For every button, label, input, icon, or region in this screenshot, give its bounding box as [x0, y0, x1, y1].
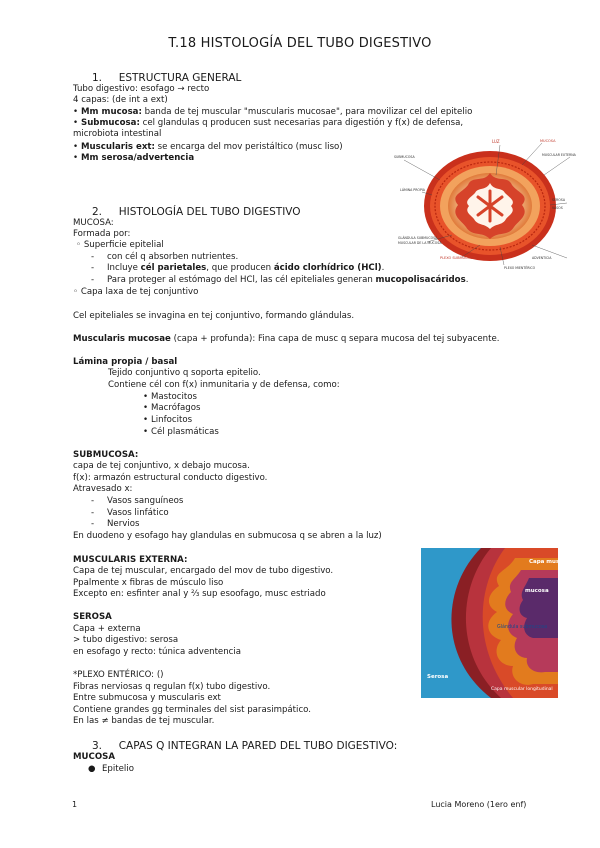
mucosa-dash-2-d: ácido clorhídrico (HCl) [273, 263, 382, 273]
muscularis-mucosae [73, 334, 500, 345]
section-3-heading: 3. CAPAS Q INTEGRAN LA PARED DEL TUBO DIGESTIVO: [92, 740, 398, 752]
cell-item: • Cél plasmáticas [143, 427, 219, 437]
fig2-label-serosa: Serosa [427, 674, 449, 680]
plexo-line-1: Fibras nerviosas q regulan f(x) tubo digestivo. [73, 682, 271, 692]
fig2-label-glandula-submucosa: Glándula submucosa [497, 625, 548, 630]
submucosa-line-3: Atravesado x: [73, 484, 133, 494]
submucosa-dash-3: - Nervios [91, 519, 140, 529]
s1-bullet-3-text: se encarga del mov peristáltico (musc liso) [154, 142, 343, 152]
fig1-label-muscular-mucosa: MUSCULAR DE LA MUCOSA [398, 241, 442, 245]
mucosa-dash-2-c: , que producen [206, 263, 274, 273]
mucosa-label: MUCOSA: [73, 218, 114, 228]
submucosa-line-2: f(x): armazón estructural conducto digestivo. [73, 473, 268, 483]
author: Lucia Moreno (1ero enf) [431, 800, 527, 809]
cel-epiteliales: Cel epiteliales se invagina en tej conjuntivo, formando glándulas. [73, 311, 355, 321]
mucosa-dash-3-a: Para proteger al estómago del HCl, las cél epiteliales generan [107, 275, 376, 285]
s1-bullet-4-term: Mm serosa/advertencia [81, 153, 195, 163]
cell-item: • Linfocitos [143, 415, 193, 425]
muscularis-mucosae-term: Muscularis mucosae [73, 334, 171, 344]
fig2-label-capa-muscular-longitudinal: Capa muscular longitudinal [491, 687, 553, 692]
muscularis-externa-heading: MUSCULARIS EXTERNA: [73, 555, 188, 565]
serosa-line-3: en esofago y recto: túnica adventencia [73, 647, 242, 657]
s1-bullet-2-cont: microbiota intestinal [73, 129, 162, 139]
fig1-label-serosa: SEROSA [552, 198, 566, 202]
mucosa-dash-2-e: . [381, 263, 385, 273]
serosa-heading: SEROSA [73, 612, 112, 622]
s1-bullet-1-text: banda de tej muscular "muscularis mucosae", para movilizar cel del epitelio [141, 107, 473, 117]
fig1-label-mucosa: MUCOSA [540, 139, 556, 143]
fig1-label-luz: LUZ [492, 139, 500, 144]
digestive-tube-cross-section-figure [392, 135, 588, 273]
s3-mucosa: MUCOSA [73, 752, 115, 762]
s1-line-1: Tubo digestivo: esofago → recto [73, 84, 210, 94]
s1-bullet-2-text: cel glandulas q producen sust necesarias para digestión y f(x) de defensa, [139, 118, 464, 128]
superficie-epitelial-text: Superficie epitelial [83, 240, 164, 250]
mucosa-dash-1-text: con cél q absorben nutrientes. [107, 252, 239, 262]
section-1-heading: 1. ESTRUCTURA GENERAL [92, 72, 242, 84]
cell-item: • Macrófagos [143, 403, 201, 413]
lamina-propia-line-1: Tejido conjuntivo q soporta epitelio. [108, 368, 261, 378]
muscularis-mucosae-text: (capa + profunda): Fina capa de musc q separa mucosa del tej subyacente. [170, 334, 500, 344]
mucosa-dash-3-b: mucopolisacáridos [375, 275, 466, 285]
cell-item: • Mastocitos [143, 392, 198, 402]
fig1-label-submucosa: SUBMUCOSA [394, 155, 415, 159]
plexo-heading: *PLEXO ENTÉRICO: () [73, 670, 164, 680]
s1-bullet-2: • Submucosa: cel glandulas q producen sust necesarias para digestión y f(x) de defensa, [73, 118, 464, 128]
serosa-line-2: > tubo digestivo: serosa [73, 635, 179, 645]
capa-laxa-text: Capa laxa de tej conjuntivo [80, 287, 199, 297]
muscularis-line-2: Ppalmente x fibras de músculo liso [73, 578, 224, 588]
s1-bullet-1: • Mm mucosa: banda de tej muscular "muscularis mucosae", para movilizar cel del epitelio [73, 107, 473, 117]
fig1-label-muscular-externa: MUSCULAR EXTERNA [542, 153, 576, 157]
mucosa-dash-3-c: . [465, 275, 469, 285]
superficie-epitelial: ◦ Superficie epitelial [76, 240, 164, 250]
mucosa-dash-1: - con cél q absorben nutrientes. [91, 252, 239, 262]
plexo-line-3: Contiene grandes gg terminales del sist parasimpático. [73, 705, 312, 715]
s1-bullet-3: • Muscularis ext: se encarga del mov peristáltico (musc liso) [73, 142, 343, 152]
s1-bullet-3-term: Muscularis ext: [81, 142, 155, 152]
fig1-label-plexo-mienterico: PLEXO MIENTÉRICO [504, 266, 536, 270]
fig1-label-plexo-submucoso: PLEXO SUBMUCOSO [440, 256, 476, 260]
fig2-label-mucosa: mucosa [525, 588, 549, 594]
fig1-label-adventicia: ADVENTICIA [532, 256, 552, 260]
s3-epitelio: ● Epitelio [88, 764, 134, 774]
page-number: 1 [72, 800, 78, 809]
s1-bullet-1-term: Mm mucosa: [81, 107, 142, 117]
fig1-label-glandula-submucosa: GLÁNDULA SUBMUCOSA [398, 236, 438, 240]
mucosa-dash-2: - Incluye cél parietales, que producen ácido clorhídrico (HCl). [91, 263, 385, 273]
section-2-heading: 2. HISTOLOGÍA DEL TUBO DIGESTIVO [92, 206, 301, 218]
s1-bullet-2-term: Submucosa: [81, 118, 140, 128]
submucosa-dash-2: - Vasos linfático [91, 508, 169, 518]
lamina-propia-heading: Lámina propia / basal [73, 357, 178, 367]
submucosa-dash-1: - Vasos sanguíneos [91, 496, 184, 506]
mucosa-dash-2-a: Incluye [107, 263, 141, 273]
submucosa-heading: SUBMUCOSA: [73, 450, 139, 460]
fig1-label-vasos: VASOS [552, 206, 563, 210]
capa-laxa: ◦ Capa laxa de tej conjuntivo [73, 287, 199, 297]
plexo-line-2: Entre submucosa y muscularis ext [73, 693, 221, 703]
submucosa-line-4: En duodeno y esofago hay glandulas en submucosa q se abren a la luz) [73, 531, 382, 541]
lamina-propia-line-2: Contiene cél con f(x) inmunitaria y de defensa, como: [108, 380, 340, 390]
page-title: T.18 HISTOLOGÍA DEL TUBO DIGESTIVO [168, 36, 432, 51]
serosa-line-1: Capa + externa [73, 624, 141, 634]
muscularis-line-3: Excepto en: esfinter anal y ⅔ sup esoofago, musc estriado [73, 589, 326, 599]
s1-line-2: 4 capas: (de int a ext) [73, 95, 168, 105]
fig2-label-capa-muscular: Capa muscular [529, 559, 575, 565]
histology-section-figure [421, 548, 575, 698]
muscularis-line-1: Capa de tej muscular, encargado del mov de tubo digestivo. [73, 566, 334, 576]
mucosa-dash-3: - Para proteger al estómago del HCl, las cél epiteliales generan mucopolisacáridos. [91, 275, 469, 285]
fig1-label-lamina-propia: LÁMINA PROPIA [400, 188, 425, 192]
formada-por: Formada por: [73, 229, 131, 239]
mucosa-dash-2-b: cél parietales [140, 263, 207, 273]
plexo-line-4: En las ≠ bandas de tej muscular. [73, 716, 215, 726]
s1-bullet-4: • Mm serosa/advertencia [73, 153, 195, 163]
submucosa-line-1: capa de tej conjuntivo, x debajo mucosa. [73, 461, 250, 471]
